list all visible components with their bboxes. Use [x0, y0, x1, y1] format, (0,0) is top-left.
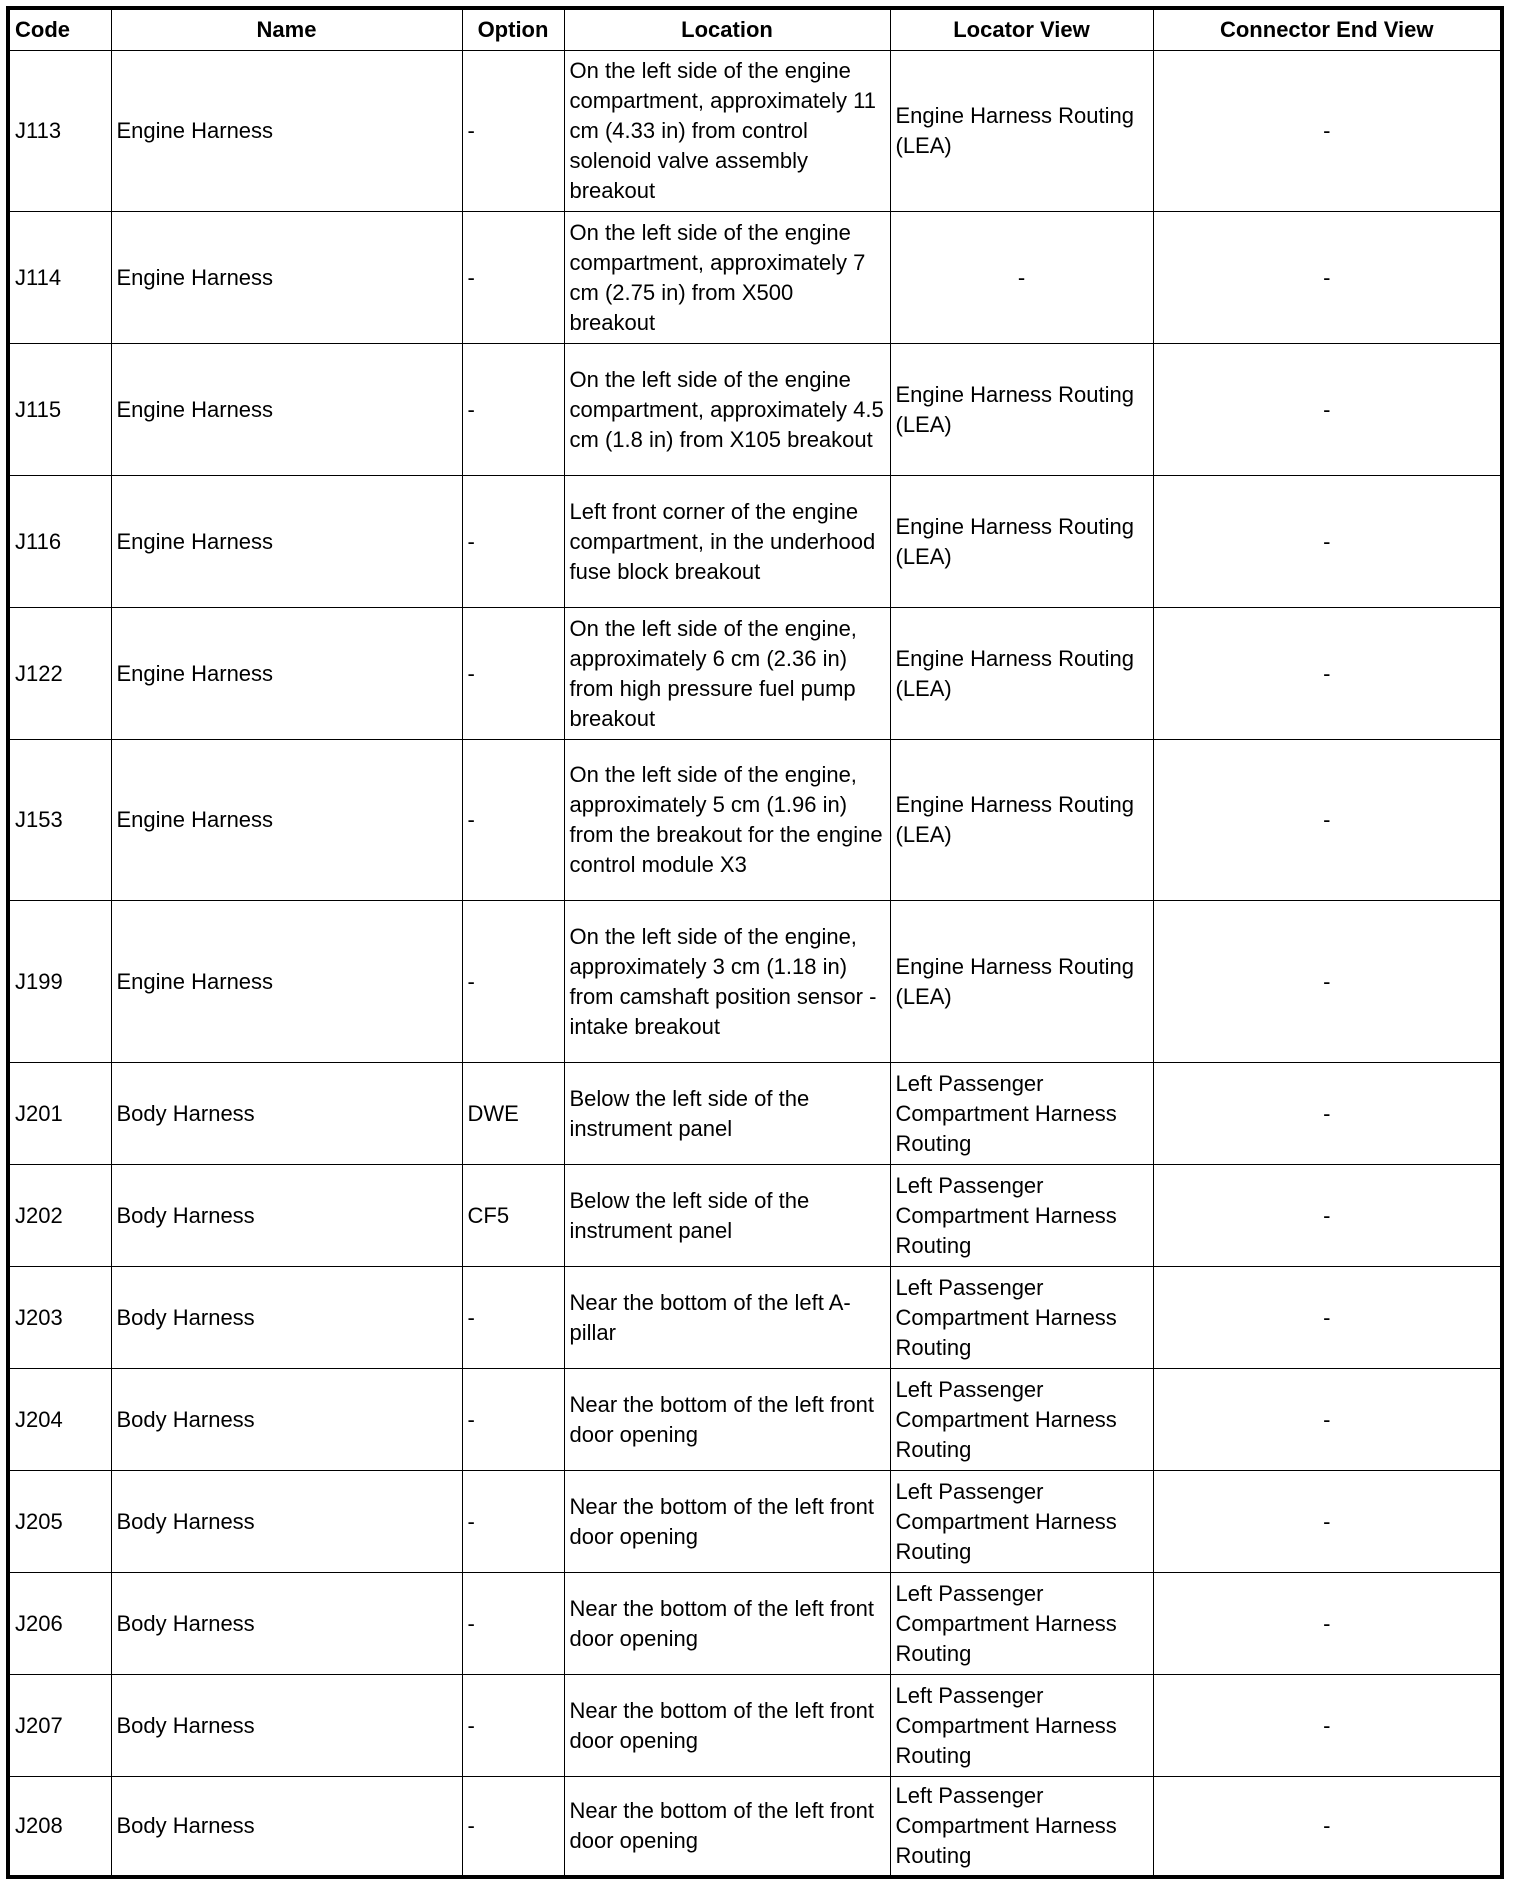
- cell-connector-end-view: -: [1153, 1063, 1502, 1165]
- cell-connector-end-view: -: [1153, 1267, 1502, 1369]
- cell-locator-view: Engine Harness Routing (LEA): [890, 740, 1153, 901]
- header-locator-view: Locator View: [890, 8, 1153, 51]
- cell-locator-view: Left Passenger Compartment Harness Routing: [890, 1063, 1153, 1165]
- cell-name: Engine Harness: [111, 740, 462, 901]
- table-row: [8, 608, 1502, 740]
- cell-location: Near the bottom of the left front door opening: [564, 1675, 890, 1777]
- table-row: [8, 212, 1502, 344]
- cell-name: Engine Harness: [111, 51, 462, 212]
- cell-name: Engine Harness: [111, 901, 462, 1063]
- cell-code: J207: [8, 1675, 111, 1777]
- cell-connector-end-view: -: [1153, 1165, 1502, 1267]
- cell-location: On the left side of the engine compartment, approximately 11 cm (4.33 in) from control solenoid valve assembly breakout: [564, 51, 890, 212]
- cell-connector-end-view: -: [1153, 1777, 1502, 1877]
- cell-locator-view: Left Passenger Compartment Harness Routing: [890, 1369, 1153, 1471]
- cell-location: Near the bottom of the left A-pillar: [564, 1267, 890, 1369]
- cell-locator-view: Left Passenger Compartment Harness Routing: [890, 1675, 1153, 1777]
- cell-locator-view: -: [890, 212, 1153, 344]
- cell-name: Body Harness: [111, 1165, 462, 1267]
- header-code: Code: [8, 8, 111, 51]
- cell-connector-end-view: -: [1153, 476, 1502, 608]
- cell-location: Near the bottom of the left front door opening: [564, 1777, 890, 1877]
- cell-code: J203: [8, 1267, 111, 1369]
- cell-locator-view: Engine Harness Routing (LEA): [890, 608, 1153, 740]
- cell-locator-view: Engine Harness Routing (LEA): [890, 344, 1153, 476]
- cell-locator-view: Engine Harness Routing (LEA): [890, 476, 1153, 608]
- cell-option: DWE: [462, 1063, 564, 1165]
- table-row: [8, 1369, 1502, 1471]
- cell-connector-end-view: -: [1153, 1573, 1502, 1675]
- cell-locator-view: Left Passenger Compartment Harness Routing: [890, 1573, 1153, 1675]
- cell-location: On the left side of the engine, approximately 6 cm (2.36 in) from high pressure fuel pump breakout: [564, 608, 890, 740]
- header-row: [8, 8, 1502, 51]
- cell-location: Below the left side of the instrument panel: [564, 1165, 890, 1267]
- cell-name: Body Harness: [111, 1675, 462, 1777]
- cell-option: -: [462, 1369, 564, 1471]
- connector-table: [6, 6, 1504, 1879]
- cell-connector-end-view: -: [1153, 1471, 1502, 1573]
- table-row: [8, 1675, 1502, 1777]
- table-row: [8, 1063, 1502, 1165]
- cell-option: -: [462, 51, 564, 212]
- cell-option: -: [462, 1471, 564, 1573]
- cell-option: -: [462, 740, 564, 901]
- cell-option: -: [462, 1573, 564, 1675]
- cell-name: Body Harness: [111, 1573, 462, 1675]
- cell-locator-view: Left Passenger Compartment Harness Routing: [890, 1267, 1153, 1369]
- cell-option: -: [462, 1777, 564, 1877]
- cell-connector-end-view: -: [1153, 212, 1502, 344]
- cell-locator-view: Left Passenger Compartment Harness Routing: [890, 1471, 1153, 1573]
- cell-name: Body Harness: [111, 1369, 462, 1471]
- cell-code: J122: [8, 608, 111, 740]
- cell-code: J205: [8, 1471, 111, 1573]
- cell-code: J113: [8, 51, 111, 212]
- cell-connector-end-view: -: [1153, 608, 1502, 740]
- cell-option: -: [462, 608, 564, 740]
- cell-location: Near the bottom of the left front door opening: [564, 1471, 890, 1573]
- header-option: Option: [462, 8, 564, 51]
- cell-name: Engine Harness: [111, 212, 462, 344]
- cell-location: On the left side of the engine compartment, approximately 4.5 cm (1.8 in) from X105 breakout: [564, 344, 890, 476]
- table-row: [8, 740, 1502, 901]
- cell-option: -: [462, 344, 564, 476]
- table-row: [8, 51, 1502, 212]
- table-row: [8, 1573, 1502, 1675]
- cell-option: -: [462, 1267, 564, 1369]
- cell-code: J208: [8, 1777, 111, 1877]
- cell-location: Below the left side of the instrument panel: [564, 1063, 890, 1165]
- cell-name: Engine Harness: [111, 476, 462, 608]
- cell-locator-view: Left Passenger Compartment Harness Routing: [890, 1165, 1153, 1267]
- cell-code: J115: [8, 344, 111, 476]
- cell-code: J153: [8, 740, 111, 901]
- cell-locator-view: Engine Harness Routing (LEA): [890, 51, 1153, 212]
- cell-name: Body Harness: [111, 1063, 462, 1165]
- cell-code: J114: [8, 212, 111, 344]
- header-name: Name: [111, 8, 462, 51]
- cell-location: Left front corner of the engine compartment, in the underhood fuse block breakout: [564, 476, 890, 608]
- cell-option: -: [462, 901, 564, 1063]
- cell-code: J206: [8, 1573, 111, 1675]
- cell-option: -: [462, 1675, 564, 1777]
- cell-code: J199: [8, 901, 111, 1063]
- cell-connector-end-view: -: [1153, 1675, 1502, 1777]
- cell-connector-end-view: -: [1153, 51, 1502, 212]
- cell-option: -: [462, 212, 564, 344]
- header-connector-end-view: Connector End View: [1153, 8, 1502, 51]
- header-location: Location: [564, 8, 890, 51]
- cell-location: Near the bottom of the left front door opening: [564, 1573, 890, 1675]
- cell-locator-view: Engine Harness Routing (LEA): [890, 901, 1153, 1063]
- cell-location: On the left side of the engine compartment, approximately 7 cm (2.75 in) from X500 breakout: [564, 212, 890, 344]
- cell-name: Body Harness: [111, 1471, 462, 1573]
- cell-name: Body Harness: [111, 1777, 462, 1877]
- cell-name: Engine Harness: [111, 344, 462, 476]
- cell-name: Engine Harness: [111, 608, 462, 740]
- table-row: [8, 1165, 1502, 1267]
- cell-option: CF5: [462, 1165, 564, 1267]
- table-row: [8, 1777, 1502, 1877]
- cell-option: -: [462, 476, 564, 608]
- cell-locator-view: Left Passenger Compartment Harness Routing: [890, 1777, 1153, 1877]
- cell-connector-end-view: -: [1153, 344, 1502, 476]
- table-row: [8, 476, 1502, 608]
- cell-code: J116: [8, 476, 111, 608]
- cell-code: J201: [8, 1063, 111, 1165]
- cell-code: J202: [8, 1165, 111, 1267]
- cell-location: On the left side of the engine, approximately 3 cm (1.18 in) from camshaft position sensor - intake breakout: [564, 901, 890, 1063]
- table-row: [8, 1267, 1502, 1369]
- table-row: [8, 1471, 1502, 1573]
- table-row: [8, 344, 1502, 476]
- cell-connector-end-view: -: [1153, 1369, 1502, 1471]
- cell-location: On the left side of the engine, approximately 5 cm (1.96 in) from the breakout for the engine control module X3: [564, 740, 890, 901]
- cell-connector-end-view: -: [1153, 901, 1502, 1063]
- cell-location: Near the bottom of the left front door opening: [564, 1369, 890, 1471]
- table-row: [8, 901, 1502, 1063]
- cell-connector-end-view: -: [1153, 740, 1502, 901]
- cell-name: Body Harness: [111, 1267, 462, 1369]
- cell-code: J204: [8, 1369, 111, 1471]
